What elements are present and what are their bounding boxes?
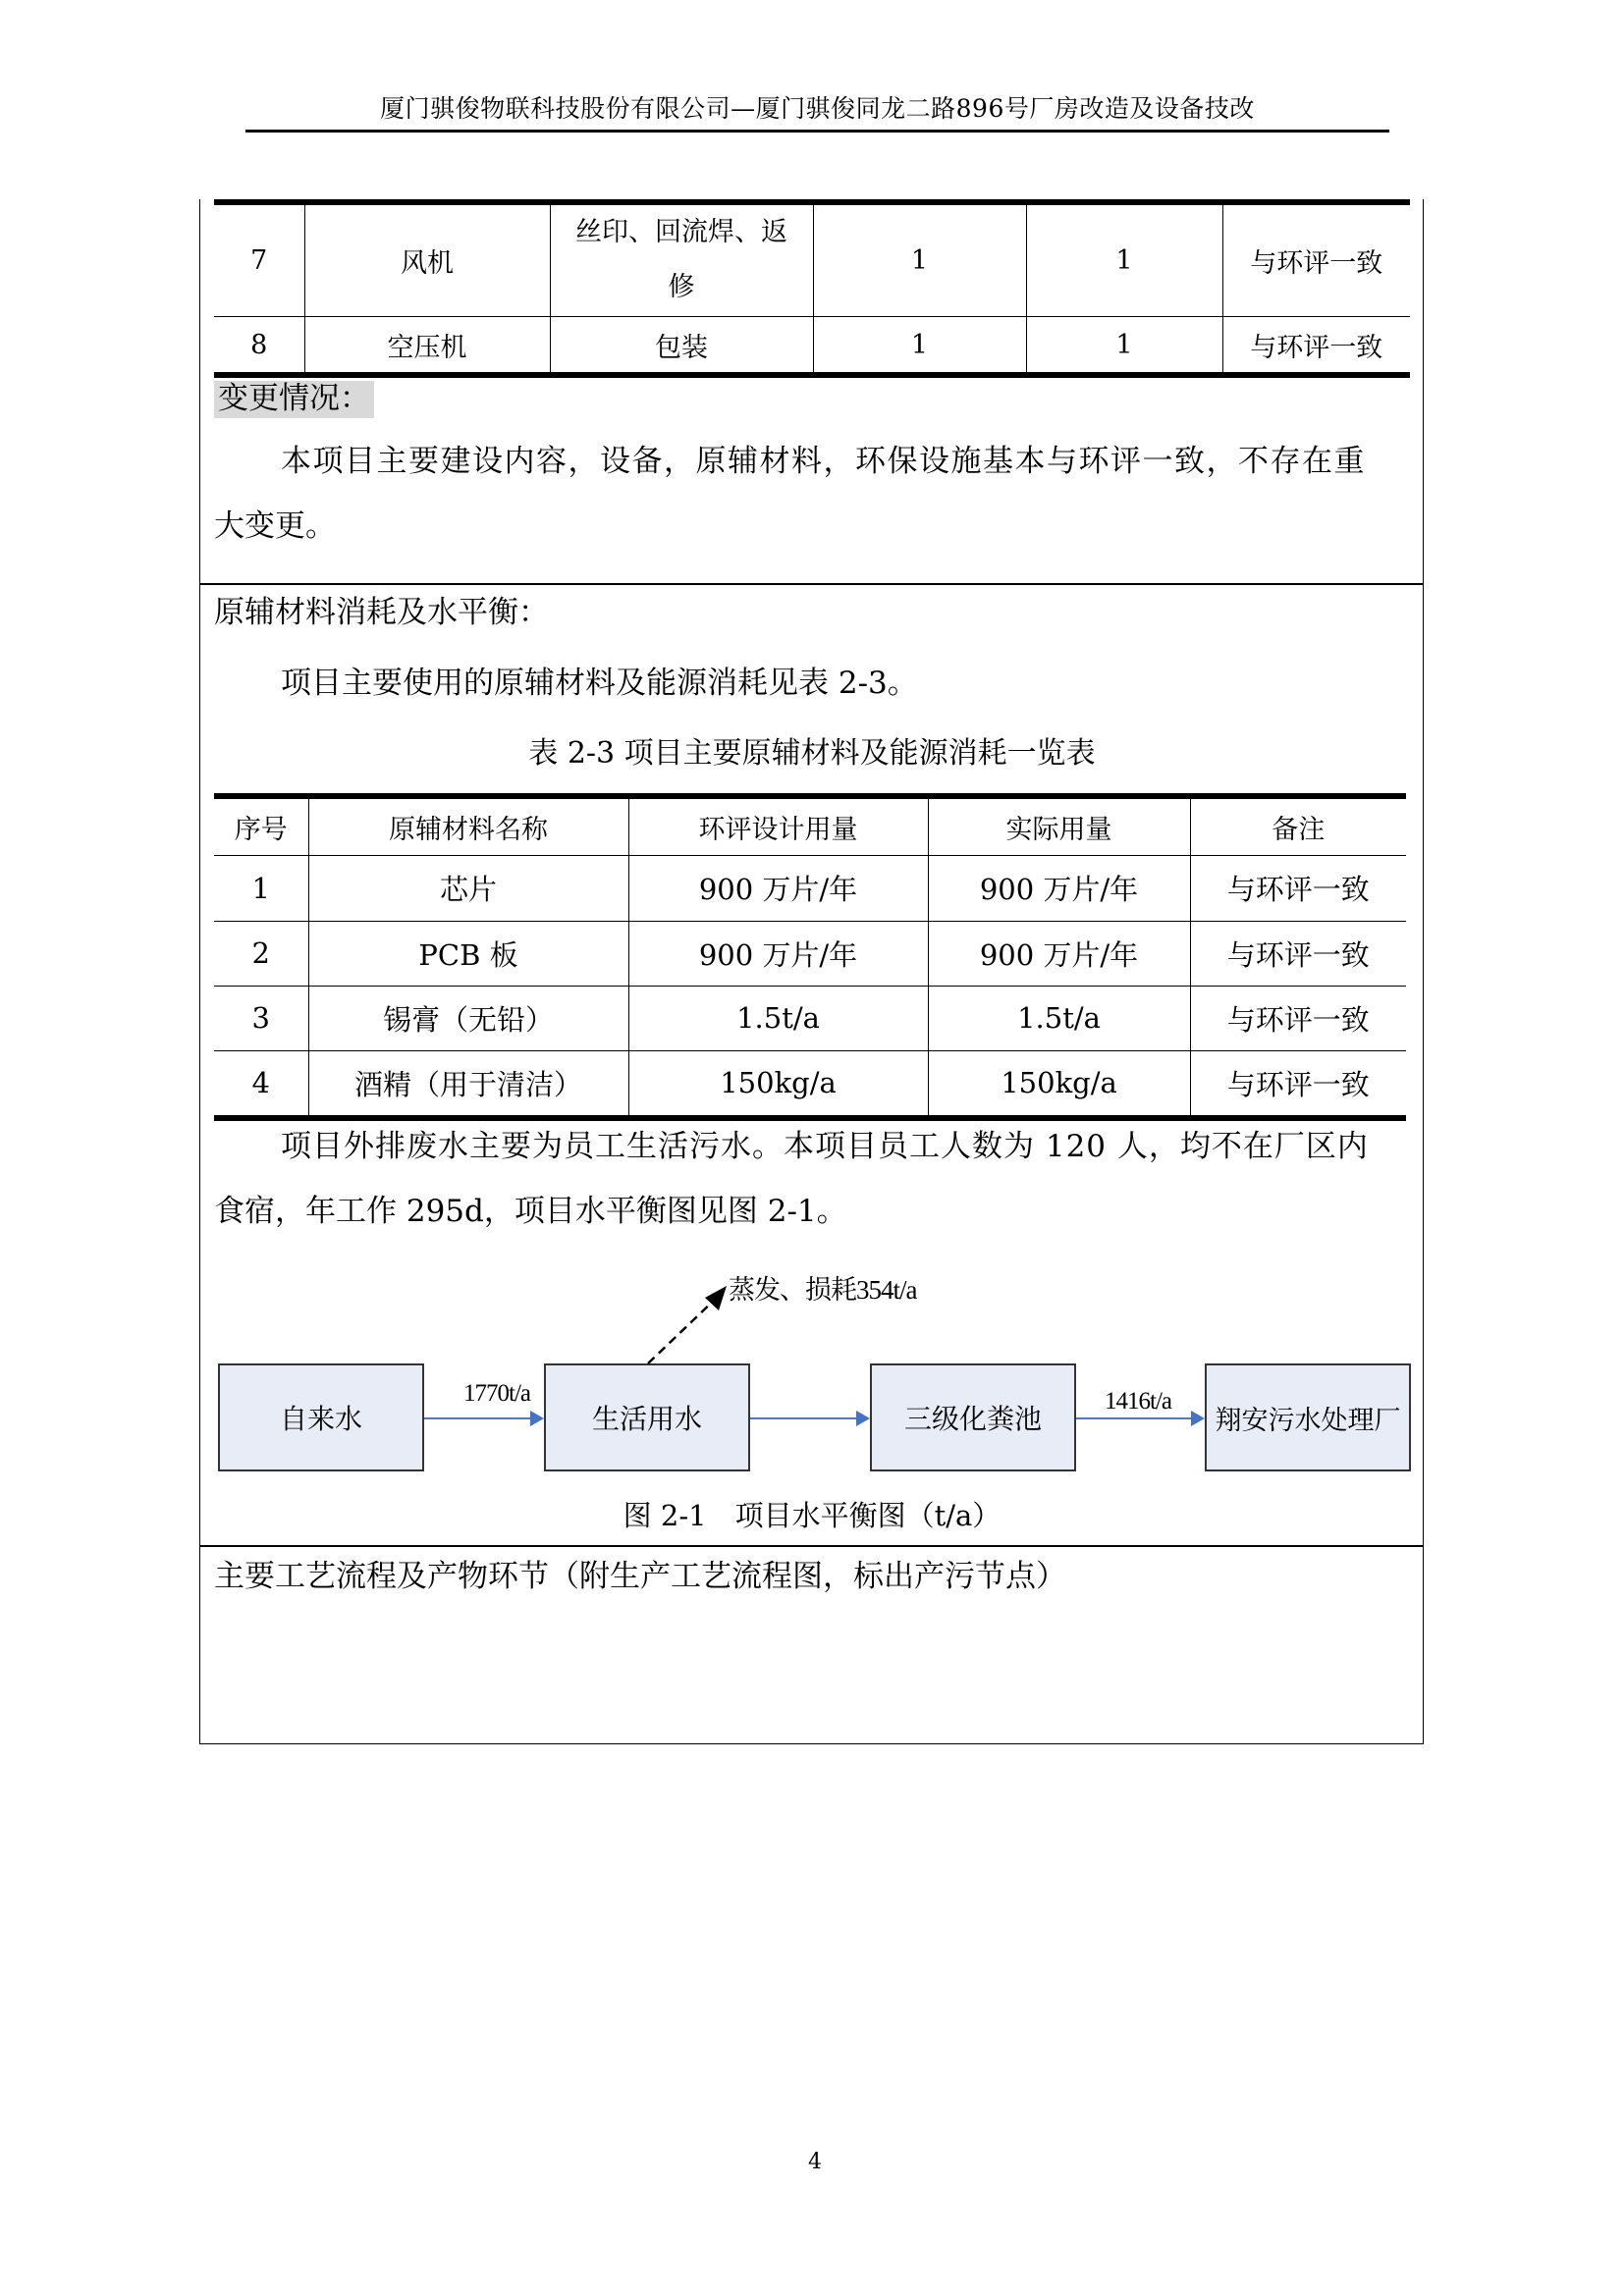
cell-no: 1 (214, 855, 308, 921)
cell-process-line: 修 (668, 272, 695, 303)
cell-planned: 150kg/a (628, 1050, 928, 1115)
table-caption: 表 2-3 项目主要原辅材料及能源消耗一览表 (528, 736, 1096, 771)
flow-arrow-line (1076, 1417, 1192, 1419)
cell-process-line: 丝印、回流焊、返 (575, 217, 787, 248)
node-domestic-water: 生活用水 (544, 1363, 750, 1471)
flow-label-out: 1416t/a (1105, 1388, 1171, 1415)
evaporation-label: 蒸发、损耗354t/a (729, 1275, 917, 1305)
cell-name: 锡膏（无铅） (308, 986, 628, 1050)
flow-arrow-line (750, 1417, 858, 1419)
table-row (214, 986, 1406, 1050)
cell-remark: 与环评一致 (1222, 316, 1410, 373)
changes-paragraph-line: 大变更。 (214, 508, 336, 544)
node-sewage-plant: 翔安污水处理厂 (1205, 1363, 1411, 1471)
cell-process: 包装 (550, 316, 813, 373)
column-header-no: 序号 (214, 796, 308, 855)
column-header-planned: 环评设计用量 (628, 796, 928, 855)
node-tap-water: 自来水 (218, 1363, 424, 1471)
process-heading: 主要工艺流程及产物环节（附生产工艺流程图，标出产污节点） (214, 1559, 1066, 1594)
cell-actual: 1.5t/a (928, 986, 1190, 1050)
table-row (214, 1050, 1406, 1115)
table-row (214, 202, 1410, 316)
changes-heading-text: 变更情况： (214, 381, 374, 418)
cell-planned: 900 万片/年 (628, 855, 928, 921)
arrow-right-icon (1191, 1411, 1205, 1426)
cell-name: 空压机 (304, 316, 550, 373)
cell-planned: 1.5t/a (628, 986, 928, 1050)
cell-no: 8 (250, 329, 268, 360)
flow-arrow-line (424, 1417, 532, 1419)
cell-no: 7 (214, 202, 304, 316)
column-header-actual: 实际用量 (928, 796, 1190, 855)
table-row (214, 316, 1410, 373)
figure-caption: 图 2-1 项目水平衡图（t/a） (623, 1499, 1001, 1532)
wastewater-paragraph-line: 食宿，年工作 295d，项目水平衡图见图 2-1。 (214, 1194, 847, 1229)
cell-no: 3 (214, 986, 308, 1050)
cell-process (550, 202, 813, 316)
table-row (214, 921, 1406, 986)
column-header-name: 原辅材料名称 (308, 796, 628, 855)
section-divider (199, 583, 1424, 585)
cell-actual: 150kg/a (928, 1050, 1190, 1115)
cell-planned: 1 (813, 202, 1026, 316)
cell-remark: 与环评一致 (1190, 855, 1406, 921)
changes-paragraph-line: 本项目主要建设内容，设备，原辅材料，环保设施基本与环评一致，不存在重 (281, 444, 1366, 479)
flow-label-in: 1770t/a (463, 1380, 530, 1407)
table-header-row (214, 796, 1406, 855)
wastewater-paragraph-line: 项目外排废水主要为员工生活污水。本项目员工人数为 120 人，均不在厂区内 (281, 1129, 1369, 1164)
equipment-table (214, 199, 1410, 373)
cell-remark: 与环评一致 (1222, 202, 1410, 316)
table-bottom-rule (214, 1115, 1406, 1121)
cell-remark: 与环评一致 (1190, 1050, 1406, 1115)
materials-intro: 项目主要使用的原辅材料及能源消耗见表 2-3。 (281, 666, 918, 701)
cell-actual: 900 万片/年 (928, 855, 1190, 921)
table-row (214, 855, 1406, 921)
cell-no: 4 (251, 1066, 270, 1100)
arrow-right-icon (530, 1411, 544, 1426)
cell-no: 2 (214, 921, 308, 986)
section-divider (199, 1545, 1424, 1547)
cell-planned: 1 (813, 316, 1026, 373)
header-rule (245, 130, 1389, 133)
cell-remark: 与环评一致 (1190, 986, 1406, 1050)
cell-remark: 与环评一致 (1190, 921, 1406, 986)
document-header-title: 厦门骐俊物联科技股份有限公司—厦门骐俊同龙二路896号厂房改造及设备技改 (380, 94, 1255, 123)
cell-name: 风机 (304, 202, 550, 316)
cell-name: 芯片 (308, 855, 628, 921)
arrow-right-icon (856, 1411, 870, 1426)
materials-heading: 原辅材料消耗及水平衡： (214, 595, 549, 630)
cell-actual: 1 (1026, 316, 1222, 373)
cell-name: 酒精（用于清洁） (308, 1050, 628, 1115)
node-septic-tank: 三级化粪池 (870, 1363, 1076, 1471)
cell-actual: 900 万片/年 (928, 921, 1190, 986)
table-bottom-rule (214, 372, 1410, 378)
cell-actual: 1 (1026, 202, 1222, 316)
page-number: 4 (808, 2150, 822, 2174)
column-header-remark: 备注 (1190, 796, 1406, 855)
materials-table (214, 793, 1406, 1115)
cell-name: PCB 板 (308, 921, 628, 986)
cell-planned: 900 万片/年 (628, 921, 928, 986)
changes-heading (214, 379, 374, 418)
